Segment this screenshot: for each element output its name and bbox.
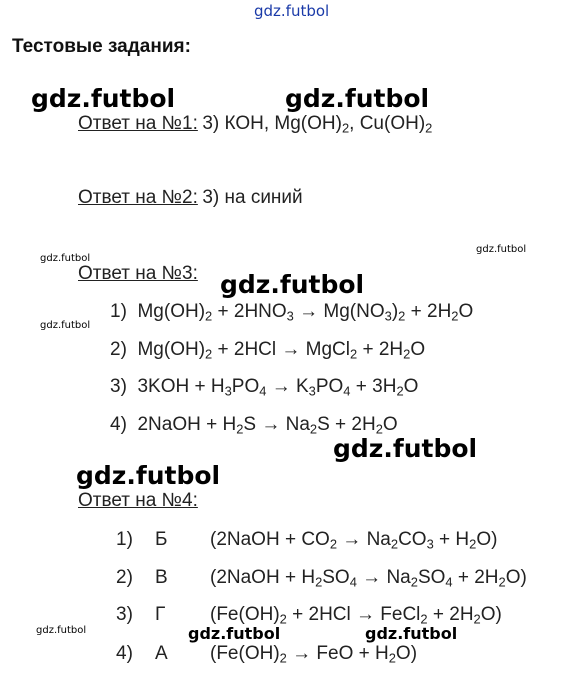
- equation: (2NaOH + $CO_2 \to Na_2CO_3 + H_2O$): [210, 529, 498, 552]
- q4-row: [116, 529, 133, 551]
- q4-letter: А: [155, 643, 168, 664]
- item-number: 4): [116, 643, 133, 664]
- equation: ($Fe(OH)_2 + 2HCl$ → FeCl$_2$ + $2H_2O$): [210, 604, 502, 627]
- answer-label: Ответ на №2:: [78, 187, 198, 208]
- answer-3-label: Ответ на №3:: [78, 263, 198, 284]
- equation: $Mg(OH)_2 + 2HCl$ → MgCl$_2$ + $2H_2O$: [137, 339, 426, 362]
- equation: $Mg(OH)_2 + 2HNO_3 \to Mg(NO_3)_2 + 2H_2O$: [137, 301, 474, 324]
- equation: (2NaOH + $H_2SO_4 \to Na_2SO_4 + 2H_2O$): [210, 567, 527, 590]
- item-number: 4): [110, 414, 127, 435]
- watermark: gdz.futbol: [188, 624, 281, 643]
- answer-label: Ответ на №1:: [78, 113, 198, 134]
- item-number: 3): [110, 376, 127, 397]
- q4-letter: В: [155, 567, 168, 588]
- watermark-top: gdz.futbol: [254, 2, 330, 20]
- equation-row: [110, 339, 425, 361]
- page-title: Тестовые задания:: [12, 36, 191, 57]
- item-number: 2): [116, 567, 133, 588]
- answer-text: 3) на синий: [202, 187, 303, 208]
- equation: ($Fe(OH)_2$ → FeO + $H_2O$): [210, 643, 418, 666]
- watermark: gdz.futbol: [285, 84, 430, 113]
- equation-row: [110, 301, 473, 323]
- watermark: gdz.futbol: [36, 625, 87, 636]
- watermark: gdz.futbol: [333, 434, 478, 463]
- item-number: 1): [110, 301, 127, 322]
- watermark: gdz.futbol: [220, 270, 365, 299]
- q4-row: [116, 604, 133, 626]
- q4-row: [116, 643, 133, 665]
- equation: $3KOH + H_3PO_4 \to K_3PO_4 + 3H_2O$: [137, 376, 419, 399]
- q4-row: [116, 567, 133, 589]
- q4-letter: Б: [155, 529, 168, 550]
- watermark: gdz.futbol: [31, 84, 176, 113]
- answer-1: [78, 113, 432, 135]
- watermark: gdz.futbol: [40, 253, 91, 264]
- watermark: gdz.futbol: [365, 624, 458, 643]
- equation: 2NaOH + $H_2S \to Na_2S + 2H_2O$: [137, 414, 398, 437]
- equation-row: [110, 376, 418, 398]
- answer-text: 3) КОН, $Mg(OH)_2$, $Cu(OH)_2$: [202, 113, 433, 136]
- answer-2: [78, 187, 303, 209]
- watermark: gdz.futbol: [476, 244, 527, 255]
- q4-letter: Г: [155, 604, 166, 625]
- item-number: 1): [116, 529, 133, 550]
- equation-row: [110, 414, 398, 436]
- item-number: 2): [110, 339, 127, 360]
- answer-4-label: Ответ на №4:: [78, 490, 198, 511]
- watermark: gdz.futbol: [40, 320, 91, 331]
- item-number: 3): [116, 604, 133, 625]
- watermark: gdz.futbol: [76, 461, 221, 490]
